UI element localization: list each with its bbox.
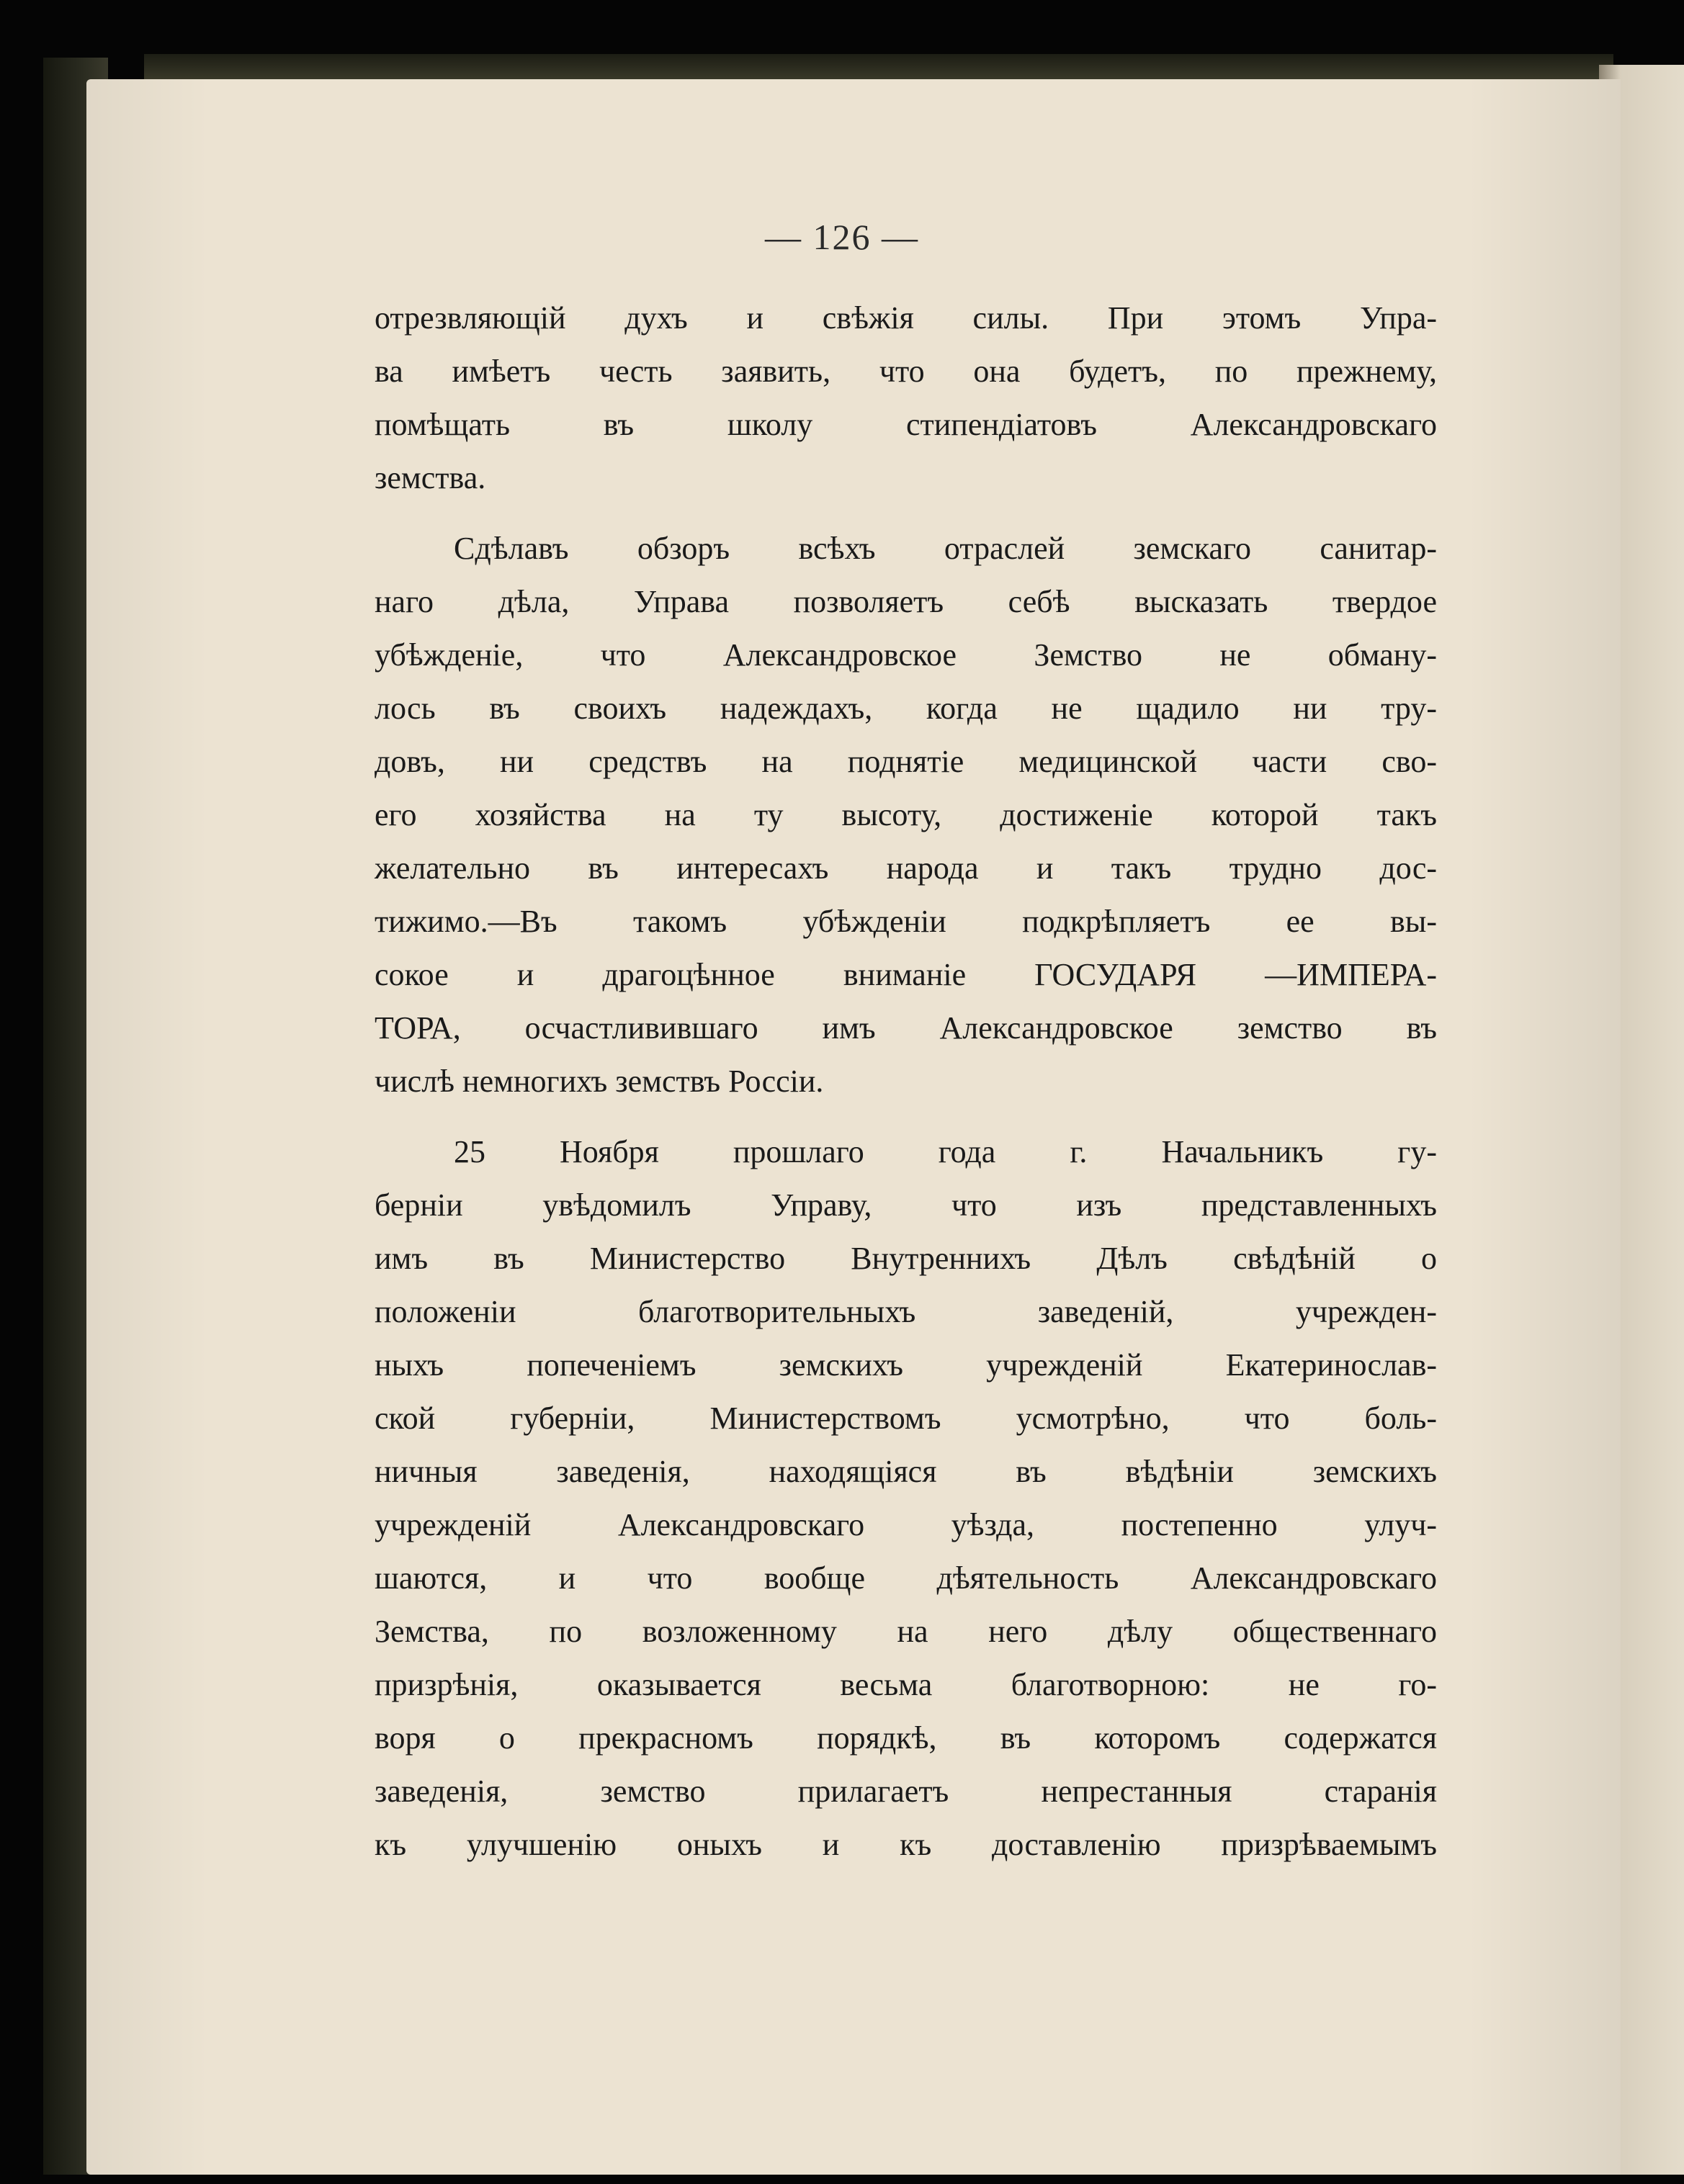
text-line: ныхъ попеченіемъ земскихъ учрежденій Екатеринослав- [375,1347,1437,1383]
paragraph-2 [375,522,1437,1108]
text-line: довъ, ни средствъ на поднятіе медицинской части сво- [375,744,1437,779]
text-line: лось въ своихъ надеждахъ, когда не щадило ни тру- [375,691,1437,726]
text-line: заведенія, земство прилагаетъ непрестанныя старанія [375,1774,1437,1809]
text-line: имъ въ Министерство Внутреннихъ Дѣлъ свѣдѣній о [375,1241,1437,1276]
text-line: его хозяйства на ту высоту, достиженіе которой такъ [375,797,1437,832]
text-line: отрезвляющій духъ и свѣжія силы. При этомъ Упра- [375,300,1437,336]
text-line: ской губерніи, Министерствомъ усмотрѣно, что боль- [375,1401,1437,1436]
text-line: Земства, по возложенному на него дѣлу общественнаго [375,1614,1437,1649]
text-line: сокое и драгоцѣнное вниманіе ГОСУДАРЯ —ИМПЕРА- [375,957,1437,992]
text-line: къ улучшенію оныхъ и къ доставленію призрѣваемымъ [375,1827,1437,1862]
text-line: шаются, и что вообще дѣятельность Александровскаго [375,1560,1437,1596]
text-line: тижимо.—Въ такомъ убѣжденіи подкрѣпляетъ ее вы- [375,904,1437,939]
text-line: убѣжденіе, что Александровское Земство не обману- [375,637,1437,673]
text-line: берніи увѣдомилъ Управу, что изъ представленныхъ [375,1187,1437,1223]
paragraph-3 [375,1125,1437,1871]
text-line: помѣщать въ школу стипендіатовъ Александровскаго [375,407,1437,442]
text-line: числѣ немногихъ земствъ Россіи. [375,1064,824,1099]
text-line: желательно въ интересахъ народа и такъ трудно дос- [375,850,1437,886]
text-line: Сдѣлавъ обзоръ всѣхъ отраслей земскаго санитар- [454,531,1437,566]
body-text [375,292,1437,1871]
text-line: воря о прекрасномъ порядкѣ, въ которомъ содержатся [375,1720,1437,1756]
text-line: ва имѣетъ честь заявить, что она будетъ, по прежнему, [375,354,1437,389]
text-line: положеніи благотворительныхъ заведеній, учрежден- [375,1294,1437,1329]
text-line: земства. [375,460,486,495]
text-line: учрежденій Александровскаго уѣзда, постепенно улуч- [375,1507,1437,1542]
text-line: призрѣнія, оказывается весьма благотворною: не го- [375,1667,1437,1702]
page-number: — 126 — [765,217,919,257]
paragraph-1 [375,292,1437,505]
text-line: ТОРА, осчастливившаго имъ Александровское земство въ [375,1010,1437,1046]
text-line: ничныя заведенія, находящіяся въ вѣдѣніи земскихъ [375,1454,1437,1489]
text-line: 25 Ноября прошлаго года г. Начальникъ гу- [454,1134,1437,1169]
book-cover-top-edge [144,54,1613,83]
text-line: наго дѣла, Управа позволяетъ себѣ высказать твердое [375,584,1437,619]
